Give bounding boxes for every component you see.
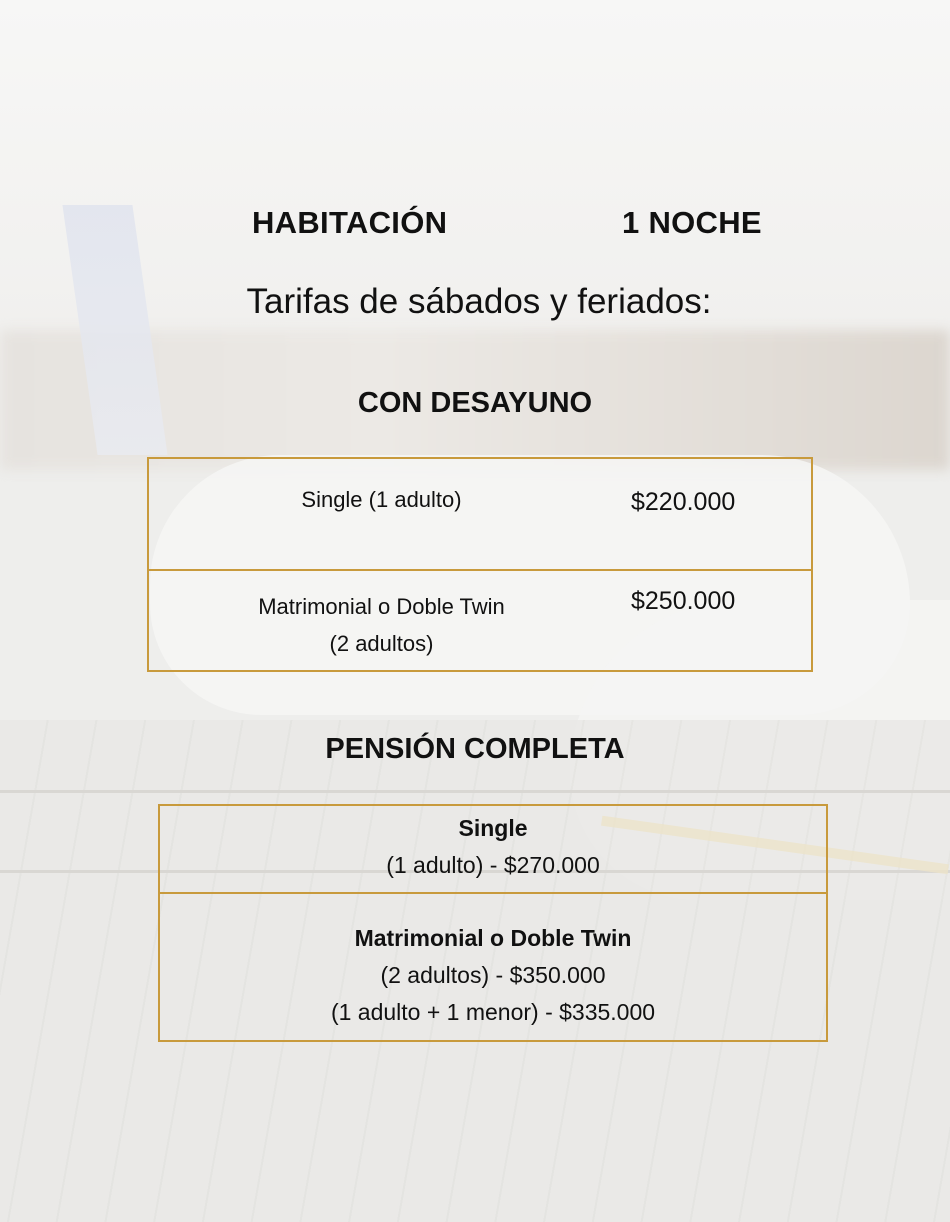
section-title-full-board: PENSIÓN COMPLETA <box>325 733 625 765</box>
room-rate-line: (1 adulto) - $270.000 <box>386 852 600 878</box>
header-room-label: HABITACIÓN <box>252 205 448 240</box>
breakfast-rates-table <box>147 457 813 672</box>
room-rate-line: (2 adultos) - $350.000 <box>380 962 606 988</box>
room-description <box>149 481 614 518</box>
table-row <box>149 569 811 672</box>
room-description-line: Single (1 adulto) <box>301 487 462 512</box>
full-board-rates-table <box>158 804 828 1042</box>
room-description-line: (2 adultos) <box>329 631 434 656</box>
table-row <box>160 894 826 1040</box>
room-name: Single <box>458 815 528 841</box>
room-description-line: Matrimonial o Doble Twin <box>258 594 505 619</box>
room-name: Matrimonial o Doble Twin <box>354 925 632 951</box>
page-subtitle: Tarifas de sábados y feriados: <box>246 282 712 321</box>
room-price: $220.000 <box>631 488 736 516</box>
header-night-label: 1 NOCHE <box>622 205 762 240</box>
table-row <box>149 459 811 571</box>
table-row <box>160 806 826 894</box>
room-price: $250.000 <box>631 587 736 615</box>
room-rate-line: (1 adulto + 1 menor) - $335.000 <box>330 999 656 1025</box>
room-description <box>149 588 614 662</box>
section-title-breakfast: CON DESAYUNO <box>357 387 593 419</box>
